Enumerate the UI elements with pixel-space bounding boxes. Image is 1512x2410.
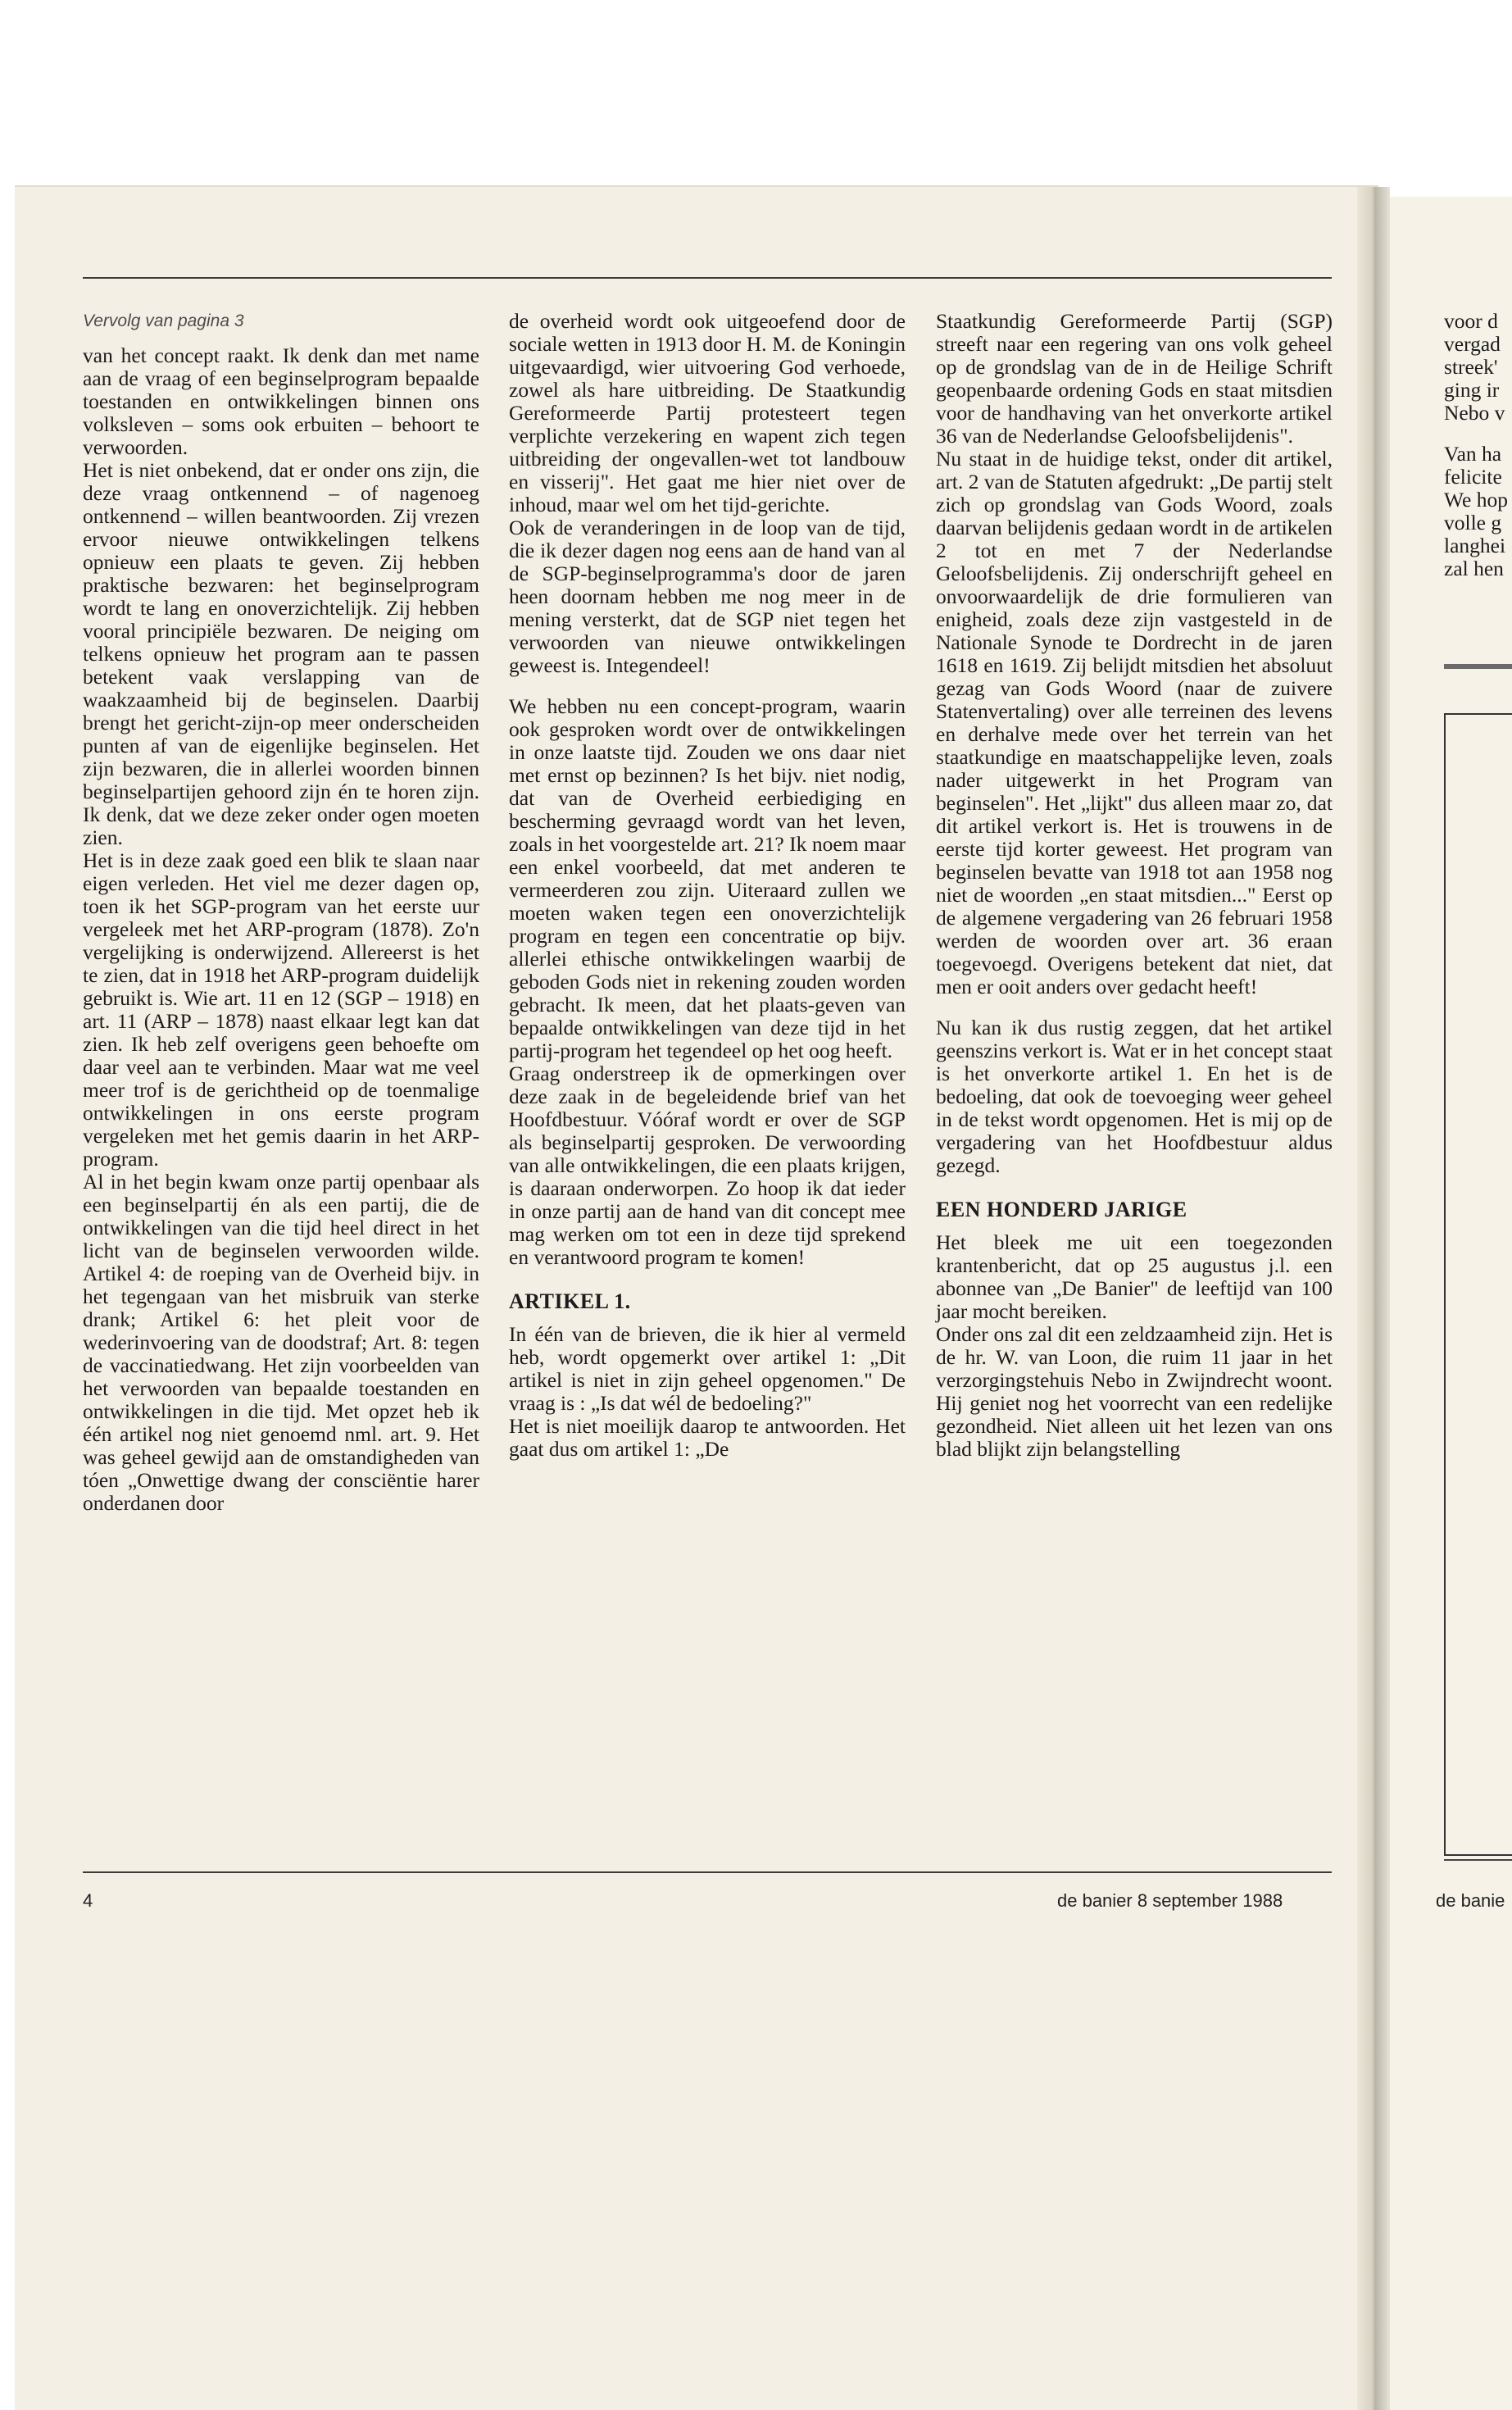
text-line: ging ir [1444, 378, 1500, 402]
paragraph: Het is niet onbekend, dat er onder ons zijn, die deze vraag ontkennend – of nagenoeg ontkennend – willen beantwoorden. Zij vrezen ervoor nieuwe ontwikkelingen telkens opnieuw een plaats te geven. Zij hebben praktische bezwaren: het beginselprogram wordt te lang en onoverzichtelijk. Zij hebben vooral principiële bezwaren. De neiging om telkens opnieuw het program aan te passen betekent vaak verslapping van de waakzaamheid bij de beginselen. Daarbij brengt het gericht-zijn-op meer onderscheiden punten af van de eigenlijke beginselen. Het zijn bezwaren, die in allerlei woorden binnen beginselpartijen gehoord zijn én te horen zijn. Ik denk, dat we deze zeker onder ogen moeten zien. [83, 458, 479, 849]
paragraph: Het is niet moeilijk daarop te antwoorden. Het gaat dus om artikel 1: „De [509, 1414, 906, 1461]
paragraph: Nu staat in de huidige tekst, onder dit artikel, art. 2 van de Statuten afgedrukt: „De partij stelt zich op grondslag van Gods Woord, zoals daarvan belijdenis gedaan wordt in de artikelen 2 tot en met 7 der Nederlandse Geloofsbelijdenis. Zij onderschrijft geheel en onvoorwaardelijk de drie formulieren van enigheid, zoals deze zijn vastgesteld in de Nationale Synode te Dordrecht in de jaren 1618 en 1619. Zij belijdt mitsdien het absoluut gezag van Gods Woord (naar de zuivere Statenvertaling) over alle terreinen des levens en derhalve mede over het terrein van het staatkundige en maatschappelijke leven, zoals nader uitgewerkt in het Program van beginselen". Het „lijkt" dus alleen maar zo, dat dit artikel verkort is. Het is trouwens in de eerste tijd korter geweest. Het program van beginselen bevatte van 1918 tot aan 1958 nog niet de woorden „en staat mitsdien..." Eerst op de algemene vergadering van 26 februari 1958 werden de woorden over art. 36 eraan toegevoegd. Overigens betekent dat niet, dat men er ooit anders over gedacht heeft! [936, 447, 1333, 998]
paragraph: Al in het begin kwam onze partij openbaar als een beginselpartij én als een partij, die de ontwikkelingen van die tijd heel direct in het licht van de beginselen verwoorden wilde. Artikel 4: de roeping van de Overheid bijv. in het tegengaan van het misbruik van sterke drank; Artikel 6: het pleit voor de wederinvoering van de doodstraf; Art. 8: tegen de vaccinatiedwang. Het zijn voorbeelden van het verwoorden van bepaalde toestanden en ontwikkelingen in die tijd. Met opzet heb ik één artikel nog niet genoemd nml. art. 9. Het was geheel gewijd aan de omstandigheden van tóen „Onwettige dwang der consciëntie harer onderdanen door [83, 1170, 479, 1515]
section-heading-honderd-jarige: EEN HONDERD JARIGE [936, 1198, 1187, 1221]
text-line: zal hen [1444, 557, 1504, 580]
paragraph: Staatkundig Gereformeerde Partij (SGP) streeft naar een regering van ons volk geheel op de grondslag van de in de Heilige Schrift geopenbaarde ordening Gods en staat mitsdien voor de handhaving van het onverkorte artikel 36 van de Nederlandse Geloofsbelijdenis". [936, 309, 1333, 448]
text-line: Nebo v [1444, 401, 1505, 425]
paragraph: Graag onderstreep ik de opmerkingen over deze zaak in de begeleidende brief van het Hoofdbestuur. Vóóraf wordt er over de SGP als beginselpartij gesproken. De verwoording van alle ontwikkelingen, die een plaats krijgen, is daaraan onderworpen. Zo hoop ik dat ieder in onze partij aan de hand van dit concept mee mag werken om tot een in deze tijd sprekend en verantwoord program te komen! [509, 1062, 906, 1269]
adjacent-page-box [1444, 713, 1512, 1856]
text-line: streek' [1444, 355, 1498, 379]
header-rule [83, 277, 1332, 279]
text-line: vergad [1444, 332, 1501, 356]
paragraph: We hebben nu een concept-program, waarin ook gesproken wordt over de ontwikkelingen in onze laatste tijd. Zouden we ons daar niet met ernst op bezinnen? Is het bijv. niet nodig, dat van de Overheid eerbiediging en bescherming gevraagd wordt van het leven, zoals in het voorgestelde art. 21? Ik noem maar een enkel voorbeeld, dat met anderen te vermeerderen zou zijn. Uiteraard zullen we moeten waken tegen een onoverzichtelijk program en tegen een concentratie op bijv. allerlei ethische ontwikkelingen waarbij de geboden Gods niet in rekening zouden worden gebracht. Ik meen, dat het plaats-geven van bepaalde ontwikkelingen van deze tijd in het partij-program het tegendeel op het oog heeft. [509, 694, 906, 1062]
text-line: voor d [1444, 310, 1498, 333]
column-2 [509, 310, 906, 1461]
paragraph: de overheid wordt ook uitgeoefend door de sociale wetten in 1913 door H. M. de Koningin uitgevaardigd, wier uitvoering God verhoede, zowel als hare uitbreiding. De Staatkundig Gereformeerde Partij protesteert tegen verplichte verzekering en wapent zich tegen uitbreiding der ongevallen-wet tot landbouw en visserij". Het gaat me hier niet over de inhoud, maar wel om het tijd-gerichte. [509, 309, 906, 516]
paragraph: Nu kan ik dus rustig zeggen, dat het artikel geenszins verkort is. Wat er in het concept staat is het onverkorte artikel 1. En het is de bedoeling, dat ook de toevoeging weer geheel in de tekst wordt opgenomen. Het is mij op de vergadering van het Hoofdbestuur aldus gezegd. [936, 1016, 1333, 1177]
publication-date: de banier 8 september 1988 [1057, 1890, 1283, 1911]
paragraph: Ook de veranderingen in de loop van de tijd, die ik dezer dagen nog eens aan de hand van al de SGP-beginselprogramma's door de jaren heen doornam hebben me nog meer in de mening versterkt, dat de SGP niet tegen het verwoorden van nieuwe ontwikkelingen geweest is. Integendeel! [509, 516, 906, 677]
text-line: felicite [1444, 465, 1502, 489]
column-3 [936, 310, 1333, 1461]
column-1 [83, 310, 479, 1515]
text-line: We hop [1444, 488, 1508, 512]
paragraph: Het is in deze zaak goed een blik te slaan naar eigen verleden. Het viel me dezer dagen op, toen ik het SGP-program van het eerste uur vergeleek met het ARP-program (1878). Zo'n vergelijking is onderwijzend. Allereerst is het te zien, dat in 1918 het ARP-program duidelijk gebruikt is. Wie art. 11 en 12 (SGP – 1918) en art. 11 (ARP – 1878) naast elkaar legt kan dat zien. Ik heb zelf overigens geen behoefte om daar veel aan te verbinden. Maar wat me veel meer trof is de gerichtheid op de toenmalige ontwikkelingen in ons eerste program vergeleken met het gemis daarin in het ARP-program. [83, 848, 479, 1171]
adjacent-page-text [1444, 310, 1510, 580]
adjacent-page-bar [1444, 664, 1512, 669]
section-heading-artikel-1: ARTIKEL 1. [509, 1289, 631, 1313]
text-line: langhei [1444, 534, 1506, 557]
paragraph: Onder ons zal dit een zeldzaamheid zijn. Het is de hr. W. van Loon, die ruim 11 jaar in het verzorgingstehuis Nebo in Zwijndrecht woont. Hij geniet nog het voorrecht van een redelijke gezondheid. Niet alleen uit het lezen van ons blad blijkt zijn belangstelling [936, 1322, 1333, 1461]
page-gutter [1357, 187, 1390, 2410]
paragraph: van het concept raakt. Ik denk dan met name aan de vraag of een beginselprogram bepaalde toestanden en ontwikkelingen binnen ons volksleven – soms ook erbuiten – behoort te verwoorden. [83, 343, 479, 459]
adjacent-page-rule [1444, 1859, 1512, 1861]
text-line: volle g [1444, 511, 1502, 534]
paragraph: Het bleek me uit een toegezonden krantenbericht, dat op 25 augustus j.l. een abonnee van „De Banier" de leeftijd van 100 jaar mocht bereiken. [936, 1230, 1333, 1323]
page-number: 4 [83, 1890, 93, 1911]
paragraph: In één van de brieven, die ik hier al vermeld heb, wordt opgemerkt over artikel 1: „Dit artikel is niet in zijn geheel opgenomen." De vraag is : „Is dat wél de bedoeling?" [509, 1322, 906, 1415]
continued-from-label: Vervolg van pagina 3 [83, 311, 244, 330]
footer-rule [83, 1871, 1332, 1873]
text-line: Van ha [1444, 442, 1502, 466]
adjacent-page-footer: de banie [1436, 1890, 1505, 1911]
